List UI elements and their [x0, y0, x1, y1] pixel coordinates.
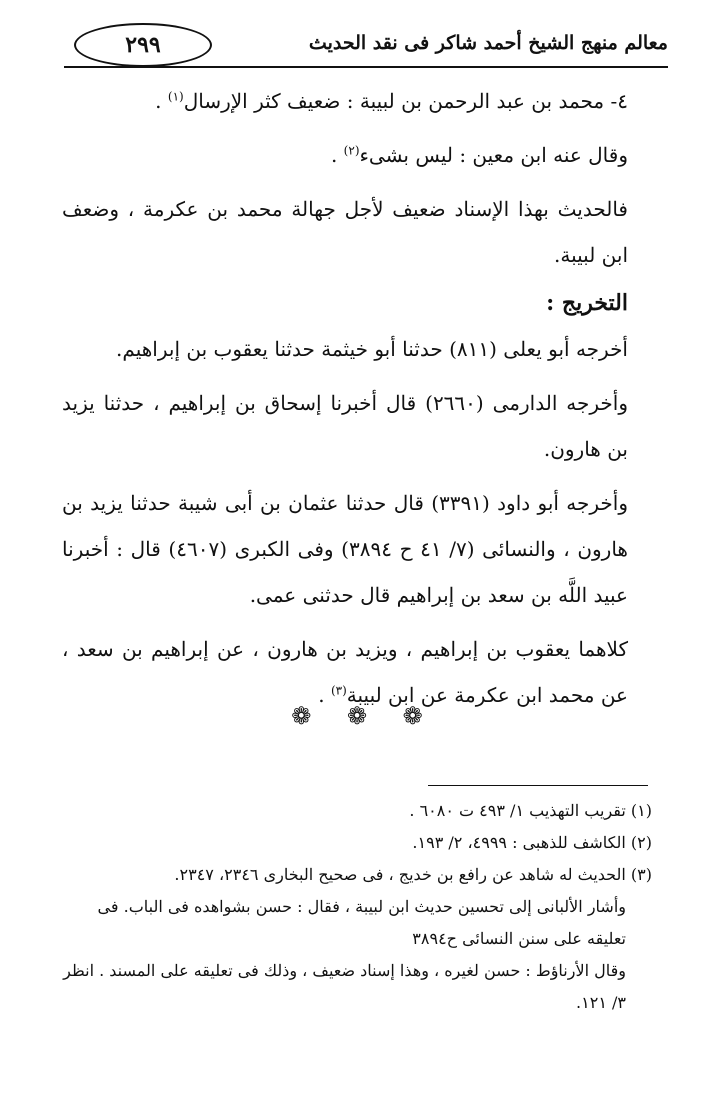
- verdict-paragraph: فالحديث بهذا الإسناد ضعيف لأجل جهالة محمد بن عكرمة ، وضعف ابن لبيبة.: [62, 197, 628, 267]
- header-divider: [64, 66, 668, 68]
- ibn-main-quote-text: وقال عنه ابن معين : ليس بشىء: [359, 143, 628, 167]
- footnote-3-arnaut: وقال الأرناؤط : حسن لغيره ، وهذا إسناد ضعيف ، وذلك فى تعليقه على المسند . انظر ٣/ ١٢١.: [63, 961, 626, 1012]
- page-number-badge: ٢٩٩: [74, 23, 212, 67]
- footnote-ref-3[interactable]: (٣): [330, 683, 347, 698]
- narrator-item-4-text: ٤- محمد بن عبد الرحمن بن لبيبة : ضعيف كثر الإرسال: [183, 89, 628, 113]
- takhrij-heading: التخريج :: [546, 290, 628, 316]
- footnote-2: (٢) الكاشف للذهبى : ٤٩٩٩، ٢/ ١٩٣.: [412, 833, 652, 852]
- footnote-3-albani: وأشار الألبانى إلى تحسين حديث ابن لبيبة ، فقال : حسن بشواهده فى الباب. فى تعليقه على سنن النسائى ح٣٨٩٤: [97, 897, 626, 948]
- chain-summary-paragraph: كلاهما يعقوب بن إبراهيم ، ويزيد بن هارون ، عن إبراهيم بن سعد ، عن محمد ابن عكرمة عن ابن لبيبة$^{(٣)}$ .: [62, 637, 628, 707]
- abu-yala-paragraph: أخرجه أبو يعلى (٨١١) حدثنا أبو خيثمة حدثنا يعقوب بن إبراهيم.: [116, 337, 628, 361]
- footnote-ref-2[interactable]: (٢): [343, 143, 360, 158]
- book-title: معالم منهج الشيخ أحمد شاكر فى نقد الحديث: [308, 32, 668, 54]
- footnote-ref-1[interactable]: (١): [167, 89, 184, 104]
- main-text: [62, 78, 628, 718]
- footnote-separator: [428, 785, 648, 786]
- footnote-1: (١) تقريب التهذيب ١/ ٤٩٣ ت ٦٠٨٠ .: [409, 801, 652, 820]
- ornament-divider: ❁ ❁ ❁: [291, 702, 437, 730]
- darimi-paragraph: وأخرجه الدارمى (٢٦٦٠) قال أخبرنا إسحاق بن إبراهيم ، حدثنا يزيد بن هارون.: [62, 391, 628, 461]
- chain-summary-text: كلاهما يعقوب بن إبراهيم ، ويزيد بن هارون ، عن إبراهيم بن سعد ، عن محمد ابن عكرمة عن ابن لبيبة: [62, 637, 628, 707]
- ibn-main-quote: وقال عنه ابن معين : ليس بشىء$^{(٢)}$ .: [330, 143, 628, 167]
- running-header: [64, 14, 668, 64]
- footnotes: [62, 795, 652, 1019]
- abu-dawud-paragraph: وأخرجه أبو داود (٣٣٩١) قال حدثنا عثمان بن أبى شيبة حدثنا يزيد بن هارون ، والنسائى (٧/ ٤١ ح ٣٨٩٤) وفى الكبرى (٤٦٠٧) قال : أخبرنا عبيد اللَّه بن سعد بن إبراهيم قال حدثنى عمى.: [62, 491, 628, 607]
- footnote-3: (٣) الحديث له شاهد عن رافع بن خديج ، فى صحيح البخارى ٢٣٤٦، ٢٣٤٧.: [174, 865, 652, 884]
- narrator-item-4: ٤- محمد بن عبد الرحمن بن لبيبة : ضعيف كثر الإرسال$^{(١)}$ .: [155, 89, 628, 113]
